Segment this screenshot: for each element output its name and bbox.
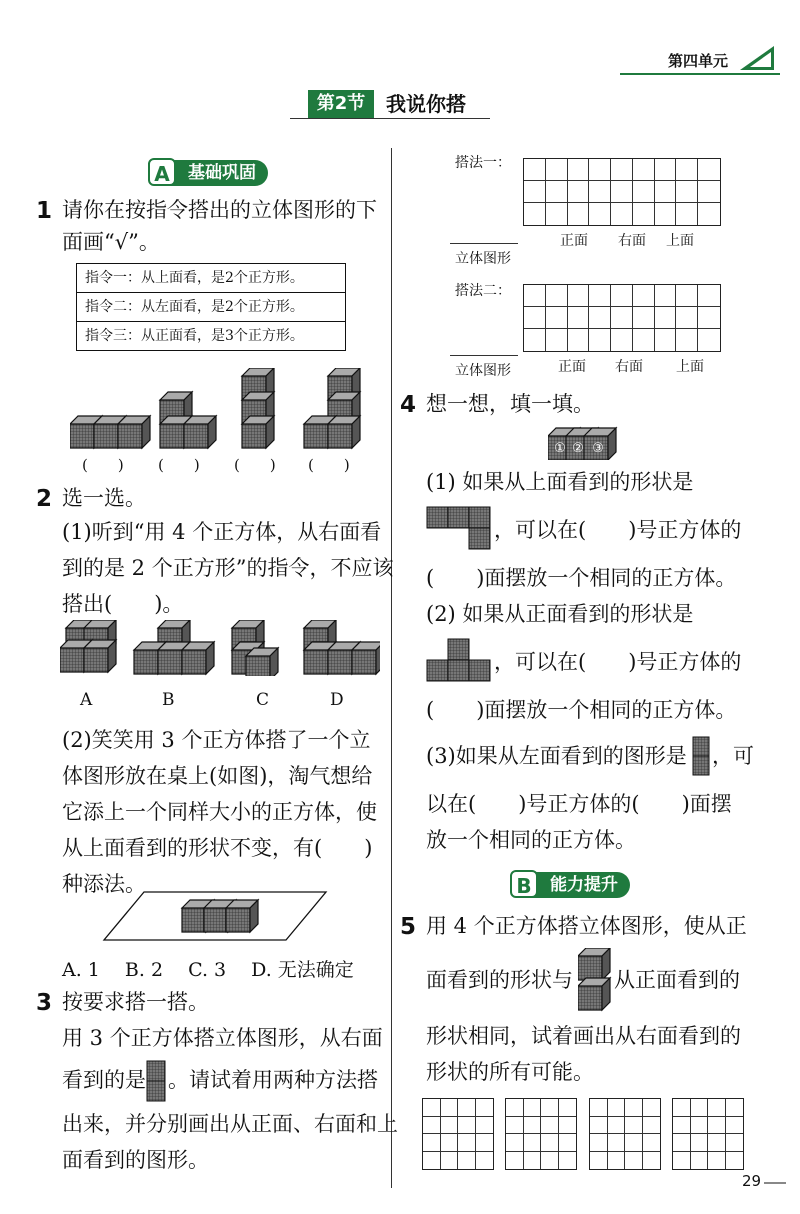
grid-cell[interactable] (559, 1099, 577, 1117)
q2-p2-line: 种添法。 (62, 872, 146, 896)
q4-number: 4 (400, 392, 417, 418)
grid-cell[interactable] (476, 1152, 494, 1170)
q5-number: 5 (400, 914, 417, 940)
q4-top-view-shape (426, 506, 492, 550)
grid-cell[interactable] (590, 1099, 608, 1117)
unit-label: 第四单元 (668, 52, 729, 70)
q5-answer-grid[interactable] (505, 1098, 577, 1170)
grid-cell[interactable] (611, 285, 633, 307)
q2-number: 2 (36, 486, 53, 512)
q3-line2a: 看到的是 (62, 1068, 146, 1092)
grid-cell[interactable] (633, 181, 655, 203)
q1-number: 1 (36, 198, 53, 224)
cube (578, 948, 610, 980)
q1-line1: 请你在按指令搭出的立体图形的下 (62, 198, 377, 222)
grid-cell[interactable] (643, 1134, 661, 1152)
q4-p2-line2: ，可以在( )号正方体的 (494, 650, 742, 674)
grid-cell[interactable] (524, 1117, 542, 1135)
grid-cell[interactable] (633, 307, 655, 329)
q3-line4: 面看到的图形。 (62, 1148, 209, 1172)
q4-p2-line3: ( )面摆放一个相同的正方体。 (426, 698, 737, 722)
cube (226, 900, 258, 932)
command-row: 指令二：从左面看，是2个正方形。 (77, 293, 345, 322)
cube (328, 416, 360, 448)
grid-cell[interactable] (524, 181, 546, 203)
grid-cell[interactable] (708, 1099, 726, 1117)
q3-line1: 用 3 个正方体搭立体图形，从右面 (62, 1026, 383, 1050)
q3-view-label: 右面 (615, 359, 643, 375)
grid-cell[interactable] (676, 285, 698, 307)
command-row: 指令三：从正面看，是3个正方形。 (85, 328, 304, 344)
grid-cell[interactable] (726, 1099, 744, 1117)
q5-line4: 形状的所有可能。 (426, 1060, 594, 1084)
grid-cell[interactable] (441, 1117, 459, 1135)
tab-a-letter: A (148, 158, 176, 186)
grid-cell[interactable] (590, 1134, 608, 1152)
grid-cell[interactable] (643, 1152, 661, 1170)
q2-p1-line: (1)听到“用 4 个正方体，从右面看 (62, 520, 382, 544)
grid-cell[interactable] (589, 329, 611, 351)
grid-cell[interactable] (546, 181, 568, 203)
cube (246, 648, 278, 676)
grid-cell[interactable] (633, 203, 655, 225)
grid-cell[interactable] (423, 1152, 441, 1170)
grid-cell[interactable] (608, 1099, 626, 1117)
command-row: 指令一：从上面看，是2个正方形。 (77, 264, 345, 293)
grid-cell[interactable] (476, 1099, 494, 1117)
grid-cell[interactable] (691, 1099, 709, 1117)
q3-title: 按要求搭一搭。 (62, 990, 209, 1014)
grid-cell[interactable] (506, 1134, 524, 1152)
tab-ability-improvement (512, 872, 630, 898)
grid-cell[interactable] (423, 1099, 441, 1117)
grid-cell[interactable] (524, 285, 546, 307)
grid-cell[interactable] (568, 329, 590, 351)
q5-answer-grid[interactable] (422, 1098, 494, 1170)
q4-p3-line1a: (3)如果从左面看到的图形是 (426, 744, 687, 768)
grid-cell[interactable] (611, 203, 633, 225)
q3-line3: 出来，并分别画出从正面、右面和上 (62, 1112, 398, 1136)
q5-line2b: 从正面看到的 (614, 968, 740, 992)
tab-b-letter: B (510, 870, 538, 898)
grid-cell[interactable] (589, 159, 611, 181)
grid-cell[interactable] (633, 285, 655, 307)
grid-cell[interactable] (589, 307, 611, 329)
q5-answer-grid[interactable] (672, 1098, 744, 1170)
grid-cell[interactable] (673, 1134, 691, 1152)
q5-line3: 形状相同，试着画出从右面看到的 (426, 1024, 741, 1048)
grid-cell[interactable] (546, 159, 568, 181)
grid-cell[interactable] (458, 1117, 476, 1135)
grid-cell[interactable] (655, 285, 677, 307)
q1-answer-blank[interactable]: ( ) (82, 456, 124, 474)
grid-cell[interactable] (691, 1134, 709, 1152)
q2-p2-line: 它添上一个同样大小的正方体，使 (62, 800, 377, 824)
q5-line2a: 面看到的形状与 (426, 968, 573, 992)
q4-p3-line3: 放一个相同的正方体。 (426, 828, 636, 852)
grid-cell[interactable] (476, 1134, 494, 1152)
grid-cell[interactable] (698, 181, 720, 203)
grid-cell[interactable] (524, 159, 546, 181)
q2-option-label[interactable]: D (330, 690, 344, 710)
grid-cell[interactable] (625, 1134, 643, 1152)
q2-option-label[interactable]: B (162, 690, 175, 710)
grid-cell[interactable] (568, 181, 590, 203)
grid-cell[interactable] (698, 159, 720, 181)
command-box (76, 263, 346, 351)
grid-cell[interactable] (643, 1117, 661, 1135)
q2-option-figures (60, 620, 380, 676)
grid-cell[interactable] (559, 1134, 577, 1152)
tab-a-label: 基础巩固 (188, 163, 256, 183)
cube-number: ① (554, 441, 566, 456)
grid-cell[interactable] (541, 1152, 559, 1170)
grid-cell[interactable] (676, 307, 698, 329)
grid-cell[interactable] (546, 307, 568, 329)
cube (84, 640, 116, 672)
grid-cell[interactable] (655, 203, 677, 225)
grid-cell[interactable] (568, 307, 590, 329)
q3-shape-label: 立体图形 (455, 251, 511, 267)
q4-p1-line2: ，可以在( )号正方体的 (494, 518, 742, 542)
q2-p1-line: 到的是 2 个正方形”的指令，不应该 (62, 556, 394, 580)
grid-cell[interactable] (655, 181, 677, 203)
q1-line2: 面画“√”。 (62, 230, 160, 254)
q3-view-label: 右面 (618, 233, 646, 249)
grid-cell[interactable] (726, 1134, 744, 1152)
q1-cube-figures (70, 368, 370, 452)
grid-cell[interactable] (698, 329, 720, 351)
q3-number: 3 (36, 990, 53, 1016)
grid-cell[interactable] (524, 203, 546, 225)
q4-front-view-shape (426, 638, 492, 682)
tab-basic-consolidation (150, 160, 268, 186)
grid-cell[interactable] (708, 1152, 726, 1170)
grid-cell[interactable] (708, 1134, 726, 1152)
q3-shape-label: 立体图形 (455, 363, 511, 379)
grid-cell[interactable] (568, 203, 590, 225)
grid-cell[interactable] (546, 203, 568, 225)
grid-cell[interactable] (611, 181, 633, 203)
header-rule (620, 73, 780, 75)
q2-option-label[interactable]: A (80, 690, 93, 710)
grid-cell[interactable] (625, 1117, 643, 1135)
q2-title: 选一选。 (62, 486, 146, 510)
grid-cell[interactable] (423, 1134, 441, 1152)
grid-cell[interactable] (441, 1152, 459, 1170)
grid-cell[interactable] (546, 285, 568, 307)
grid-cell[interactable] (698, 203, 720, 225)
cube (182, 642, 214, 674)
grid-cell[interactable] (441, 1134, 459, 1152)
grid-cell[interactable] (691, 1152, 709, 1170)
q3-grid-method1[interactable] (523, 158, 721, 226)
grid-cell[interactable] (611, 329, 633, 351)
grid-cell[interactable] (691, 1117, 709, 1135)
grid-cell[interactable] (633, 159, 655, 181)
q3-shape-line (450, 355, 518, 356)
q4-p3-line2: 以在( )号正方体的( )面摆 (426, 792, 732, 816)
q4-p3-line1b: ，可 (712, 744, 754, 768)
cube (352, 642, 380, 674)
q3-right-view-icon (146, 1060, 166, 1102)
q2-choices: A. 1 B. 2 C. 3 D. 无法确定 (62, 959, 354, 981)
grid-cell[interactable] (524, 1099, 542, 1117)
q1-answer-blank[interactable]: ( ) (308, 456, 350, 474)
q3-grid-method2[interactable] (523, 284, 721, 352)
q4-p1-line1: (1) 如果从上面看到的形状是 (426, 470, 694, 494)
cube-number: ③ (592, 441, 604, 456)
cube (184, 416, 216, 448)
grid-cell[interactable] (673, 1152, 691, 1170)
grid-cell[interactable] (676, 329, 698, 351)
grid-cell[interactable] (546, 329, 568, 351)
q5-answer-grid[interactable] (589, 1098, 661, 1170)
grid-cell[interactable] (676, 159, 698, 181)
grid-cell[interactable] (423, 1117, 441, 1135)
q4-title: 想一想，填一填。 (426, 392, 594, 416)
q2-p1-line: 搭出( )。 (62, 592, 184, 616)
q4-p2-line1: (2) 如果从正面看到的形状是 (426, 602, 694, 626)
grid-cell[interactable] (698, 307, 720, 329)
grid-cell[interactable] (625, 1152, 643, 1170)
grid-cell[interactable] (524, 329, 546, 351)
grid-cell[interactable] (506, 1152, 524, 1170)
grid-cell[interactable] (608, 1134, 626, 1152)
grid-cell[interactable] (524, 307, 546, 329)
grid-cell[interactable] (541, 1134, 559, 1152)
grid-cell[interactable] (458, 1134, 476, 1152)
grid-cell[interactable] (589, 203, 611, 225)
section-title-underline (290, 118, 490, 119)
grid-cell[interactable] (524, 1134, 542, 1152)
grid-cell[interactable] (655, 329, 677, 351)
grid-cell[interactable] (698, 285, 720, 307)
q3-view-label: 正面 (558, 359, 586, 375)
grid-cell[interactable] (611, 307, 633, 329)
page-number: 29 (742, 1172, 762, 1190)
grid-cell[interactable] (541, 1099, 559, 1117)
grid-cell[interactable] (524, 1152, 542, 1170)
grid-cell[interactable] (673, 1117, 691, 1135)
grid-cell[interactable] (708, 1117, 726, 1135)
q4-p1-line3: ( )面摆放一个相同的正方体。 (426, 566, 737, 590)
grid-cell[interactable] (559, 1117, 577, 1135)
tab-b-label: 能力提升 (550, 875, 618, 895)
grid-cell[interactable] (726, 1117, 744, 1135)
grid-cell[interactable] (608, 1152, 626, 1170)
q5-line1: 用 4 个正方体搭立体图形，使从正 (426, 914, 747, 938)
grid-cell[interactable] (655, 159, 677, 181)
grid-cell[interactable] (726, 1152, 744, 1170)
grid-cell[interactable] (568, 159, 590, 181)
column-divider (391, 148, 392, 1188)
q3-view-label: 上面 (676, 359, 704, 375)
q1-answer-blank[interactable]: ( ) (234, 456, 276, 474)
q3-method2-label: 搭法二： (455, 283, 511, 299)
grid-cell[interactable] (590, 1117, 608, 1135)
q3-method1-label: 搭法一： (455, 155, 511, 171)
q2-table-figure (100, 888, 330, 944)
grid-cell[interactable] (589, 181, 611, 203)
q2-option-label[interactable]: C (256, 690, 270, 710)
grid-cell[interactable] (458, 1099, 476, 1117)
grid-cell[interactable] (676, 203, 698, 225)
grid-cell[interactable] (441, 1099, 459, 1117)
section-title-bar (290, 90, 490, 120)
grid-cell[interactable] (633, 329, 655, 351)
grid-cell[interactable] (458, 1152, 476, 1170)
grid-cell[interactable] (611, 159, 633, 181)
grid-cell[interactable] (608, 1117, 626, 1135)
grid-cell[interactable] (559, 1152, 577, 1170)
q4-left-view-shape (692, 736, 710, 776)
footer-ornament (764, 1182, 786, 1184)
q2-p2-line: 从上面看到的形状不变，有( ) (62, 836, 373, 860)
cube (578, 978, 610, 1010)
q2-p2-line: 体图形放在桌上(如图)，淘气想给 (62, 764, 373, 788)
q5-cube-figure (578, 948, 612, 1012)
q3-view-label: 正面 (560, 233, 588, 249)
grid-cell[interactable] (643, 1099, 661, 1117)
grid-cell[interactable] (568, 285, 590, 307)
q1-answer-blank[interactable]: ( ) (158, 456, 200, 474)
q2-p2-line: (2)笑笑用 3 个正方体搭了一个立 (62, 728, 371, 752)
q3-shape-line (450, 243, 518, 244)
q4-numbered-cubes (548, 424, 622, 460)
grid-cell[interactable] (676, 181, 698, 203)
grid-cell[interactable] (506, 1117, 524, 1135)
grid-cell[interactable] (655, 307, 677, 329)
grid-cell[interactable] (625, 1099, 643, 1117)
cube-number: ② (572, 441, 584, 456)
grid-cell[interactable] (476, 1117, 494, 1135)
grid-cell[interactable] (506, 1099, 524, 1117)
section-title: 我说你搭 (386, 92, 466, 116)
cube (118, 416, 150, 448)
section-badge: 第2节 (308, 90, 374, 118)
grid-cell[interactable] (589, 285, 611, 307)
grid-cell[interactable] (590, 1152, 608, 1170)
grid-cell[interactable] (673, 1099, 691, 1117)
triangle-ruler-icon (738, 44, 778, 72)
grid-cell[interactable] (541, 1117, 559, 1135)
cube (242, 416, 274, 448)
q3-line2b: 。请试着用两种方法搭 (168, 1068, 378, 1092)
q3-view-label: 上面 (666, 233, 694, 249)
